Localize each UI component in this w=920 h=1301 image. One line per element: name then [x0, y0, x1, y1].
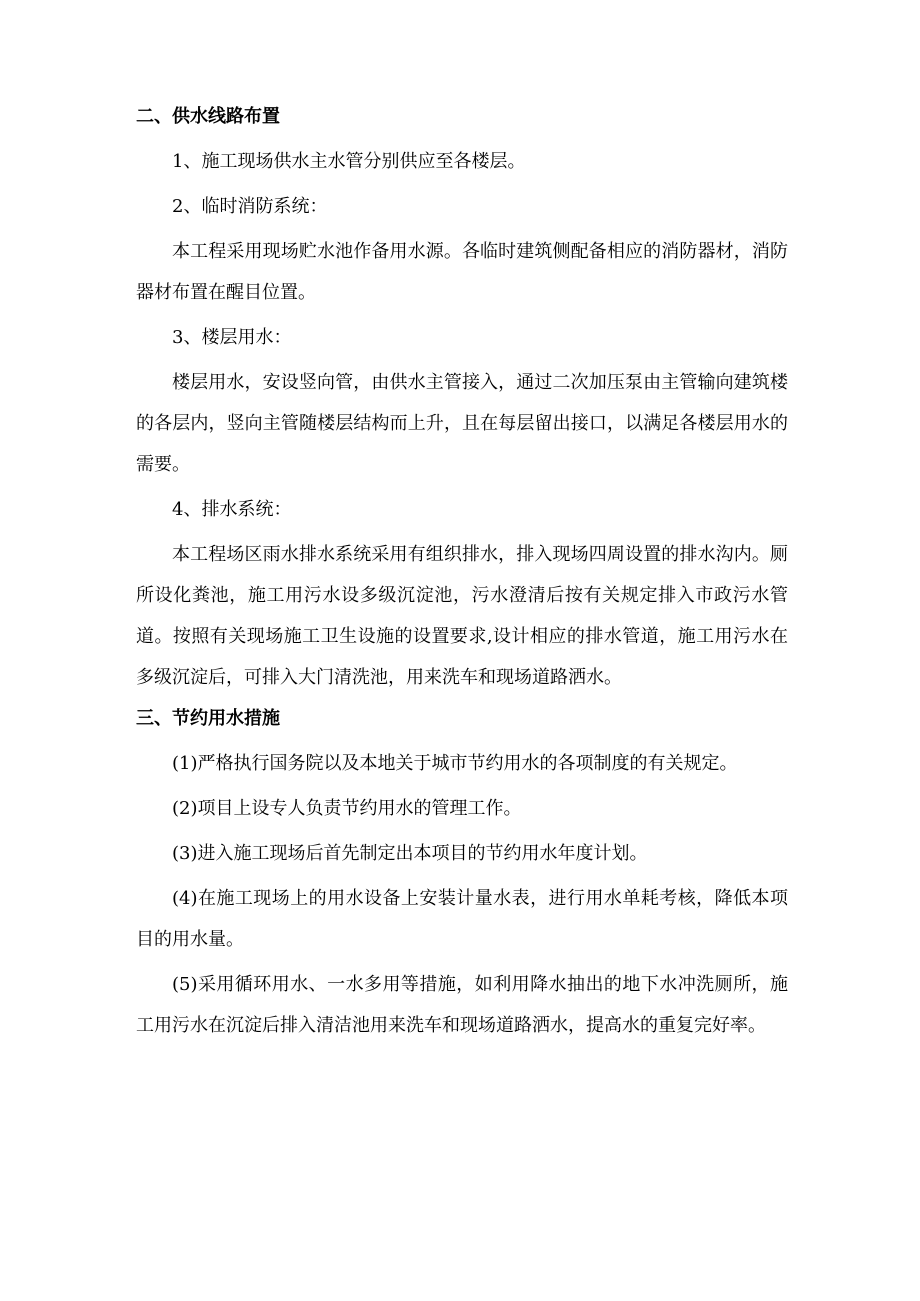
measure-5: (5)采用循环用水、一水多用等措施，如利用降水抽出的地下水冲洗厕所，施工用污水在沉淀后排入清洁池用来洗车和现场道路洒水，提高水的重复完好率。 [136, 974, 788, 1036]
measure-4: (4)在施工现场上的用水设备上安装计量水表，进行用水单耗考核，降低本项目的用水量。 [136, 888, 788, 950]
measure-2: (2)项目上设专人负责节约用水的管理工作。 [172, 798, 522, 819]
section-heading-water-supply: 二、供水线路布置 [136, 106, 280, 127]
measure-3: (3)进入施工现场后首先制定出本项目的节约用水年度计划。 [172, 843, 648, 864]
section-heading-water-saving: 三、节约用水措施 [136, 708, 280, 729]
paragraph-drainage-title: 4、排水系统： [172, 499, 292, 520]
measure-1: (1)严格执行国务院以及本地关于城市节约用水的各项制度的有关规定。 [172, 753, 738, 774]
paragraph-floor-water-title: 3、楼层用水： [172, 327, 292, 348]
paragraph-main-pipe: 1、施工现场供水主水管分别供应至各楼层。 [172, 151, 526, 172]
paragraph-fire-system-body: 本工程采用现场贮水池作备用水源。各临时建筑侧配备相应的消防器材，消防器材布置在醒目位置。 [136, 241, 788, 303]
paragraph-drainage-body: 本工程场区雨水排水系统采用有组织排水，排入现场四周设置的排水沟内。厕所设化粪池，施工用污水设多级沉淀池，污水澄清后按有关规定排入市政污水管道。按照有关现场施工卫生设施的设置要求,设计相应的排水管道，施工用污水在多级沉淀后，可排入大门清洗池，用来洗车和现场道路洒水。 [136, 544, 788, 688]
document-body [136, 96, 788, 1046]
paragraph-fire-system-title: 2、临时消防系统： [172, 196, 328, 217]
paragraph-floor-water-body: 楼层用水，安设竖向管，由供水主管接入，通过二次加压泵由主管输向建筑楼的各层内，竖向主管随楼层结构而上升，且在每层留出接口，以满足各楼层用水的需要。 [136, 372, 788, 475]
